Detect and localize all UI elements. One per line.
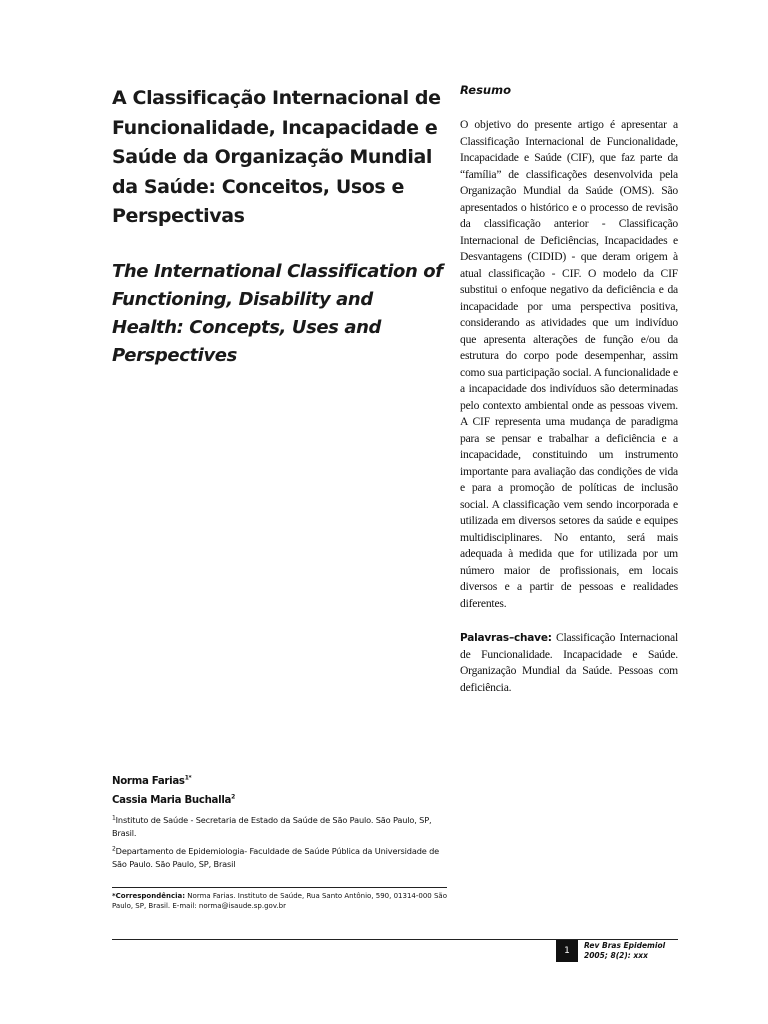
author-name: Norma Farias$^{1*}$ <box>112 774 192 787</box>
correspondence-note <box>112 891 447 911</box>
keywords <box>460 630 678 696</box>
page-number: 1 <box>556 940 578 962</box>
affiliation: $^1$Instituto de Saúde - Secretaria de Estado da Saúde de São Paulo. São Paulo, SP, Brasil. <box>112 814 432 838</box>
correspondence-text: Norma Farias. Instituto de Saúde, Rua Santo Antônio, 590, 01314-000 São Paulo, SP, Brasil. E-mail: norma@isaude.sp.gov.br <box>112 892 447 910</box>
affiliation: $^2$Departamento de Epidemiologia- Faculdade de Saúde Pública da Universidade de São Paulo. São Paulo, SP, Brasil <box>112 845 440 869</box>
footer-divider <box>112 939 678 940</box>
author-name: Cassia Maria Buchalla$^2$ <box>112 793 235 806</box>
abstract-text: O objetivo do presente artigo é apresentar a Classificação Internacional de Funcionalidade, Incapacidade e Saúde (CIF), que faz parte da “família” de classificações desenvolvida pela Organização Mundial da Saúde (OMS). São apresentados o histórico e o processo de revisão da classificação anterior - Classificação Internacional de Deficiências, Incapacidades e Desvantagens (CIDID) - que deram origem à atual classificação - CIF. O modelo da CIF substitui o enfoque negativo da deficiência e da incapacidade por uma perspectiva positiva, considerando as atividades que um indivíduo que apresenta alterações de função e/ou da estrutura do corpo pode desempenhar, assim como sua participação social. A funcionalidade e a incapacidade dos indivíduos são determinadas pelo contexto ambiental onde as pessoas vivem. A CIF representa uma mudança de paradigma para se pensar e trabalhar a deficiência e a incapacidade, constituindo um instrumento importante para avaliação das condições de vida e para a promoção de políticas de inclusão social. A classificação vem sendo incorporada e utilizada em diversos setores da saúde e equipes multidisciplinares. No entanto, será mais adequada à medida que for utilizada por um número maior de profissionais, em locais diversos e a partir de pessoas e realidades diferentes. <box>460 118 678 610</box>
author-block <box>112 772 447 870</box>
keywords-text: Classificação Internacional de Funcionalidade. Incapacidade e Saúde. Organização Mundial da Saúde. Pessoas com deficiência. <box>460 631 679 694</box>
correspondence-label: *Correspondência: <box>112 892 186 900</box>
article-title-portuguese: A Classificação Internacional de Funcionalidade, Incapacidade e Saúde da Organização Mundial da Saúde: Conceitos, Usos e Perspectivas <box>112 87 441 227</box>
journal-citation: Rev Bras Epidemiol 2005; 8(2): xxx <box>584 941 666 960</box>
article-title-english: The International Classification of Functioning, Disability and Health: Concepts, Uses and Perspectives <box>112 261 443 366</box>
abstract-heading: Resumo <box>460 83 511 97</box>
abstract-section <box>460 83 678 696</box>
keywords-label: Palavras–chave: <box>460 632 552 644</box>
footnote-divider <box>112 887 447 888</box>
